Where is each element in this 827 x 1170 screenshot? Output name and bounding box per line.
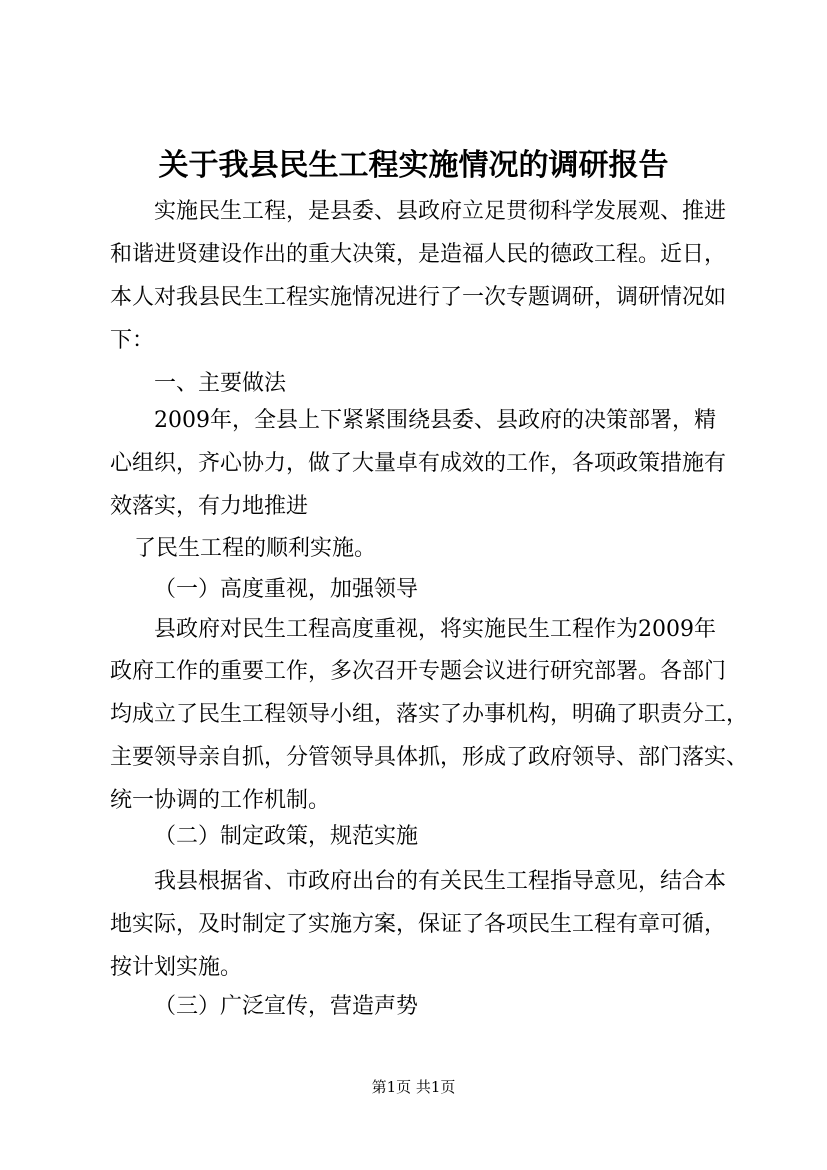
section-heading: 一、主要做法: [154, 371, 287, 396]
paragraph-line: 2009年，全县上下紧紧围绕县委、县政府的决策部署，精: [154, 408, 716, 433]
document-title: 关于我县民生工程实施情况的调研报告: [158, 148, 669, 183]
page-footer: 第1页 共1页: [371, 1078, 456, 1096]
paragraph-line: 县政府对民生工程高度重视，将实施民生工程作为2009年: [154, 617, 716, 642]
paragraph-line: 本人对我县民生工程实施情况进行了一次专题调研，调研情况如: [110, 285, 727, 310]
subsection-heading: （三）广泛宣传，营造声势: [154, 994, 419, 1019]
paragraph-line: 按计划实施。: [110, 955, 243, 980]
paragraph-line: 和谐进贤建设作出的重大决策，是造福人民的德政工程。近日，: [110, 242, 727, 267]
paragraph-line: 下：: [110, 328, 155, 353]
paragraph-line: 政府工作的重要工作，多次召开专题会议进行研究部署。各部门: [110, 659, 727, 684]
paragraph-line: 实施民生工程，是县委、县政府立足贯彻科学发展观、推进: [154, 199, 727, 224]
subsection-heading: （一）高度重视，加强领导: [154, 577, 419, 602]
paragraph-line: 我县根据省、市政府出台的有关民生工程指导意见，结合本: [154, 869, 727, 894]
paragraph-line: 效落实，有力地推进: [110, 494, 309, 519]
paragraph-line: 主要领导亲自抓，分管领导具体抓，形成了政府领导、部门落实、: [110, 745, 749, 770]
paragraph-line: 了民生工程的顺利实施。: [134, 536, 377, 561]
paragraph-line: 均成立了民生工程领导小组，落实了办事机构，明确了职责分工，: [110, 702, 749, 727]
paragraph-line: 地实际，及时制定了实施方案，保证了各项民生工程有章可循，: [110, 912, 727, 937]
paragraph-line: 心组织，齐心协力，做了大量卓有成效的工作，各项政策措施有: [110, 451, 727, 476]
subsection-heading: （二）制定政策，规范实施: [154, 824, 419, 849]
paragraph-line: 统一协调的工作机制。: [110, 788, 331, 813]
